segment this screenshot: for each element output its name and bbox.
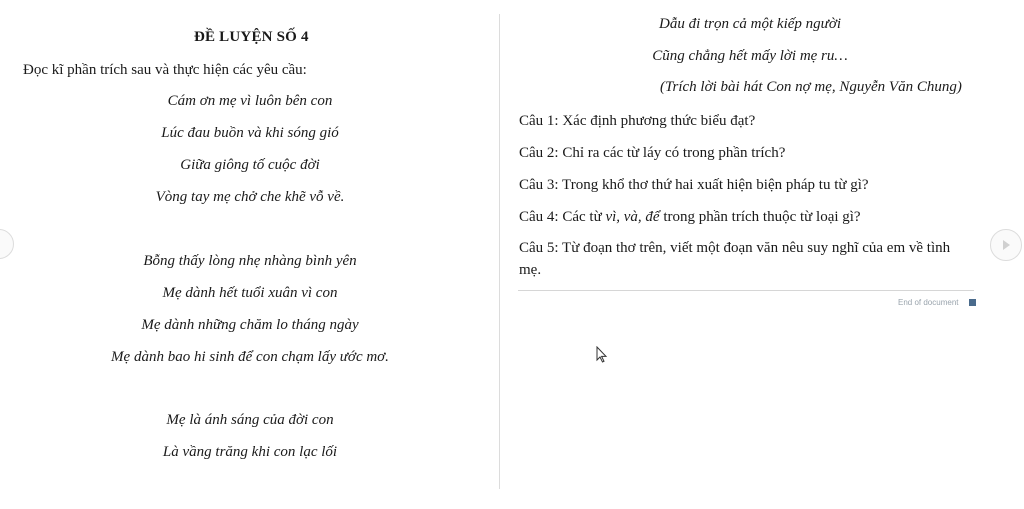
poem-line: Mẹ dành bao hi sinh để con chạm lấy ước mơ. (111, 349, 389, 365)
question-2: Câu 2: Chỉ ra các từ láy có trong phần trích? (519, 145, 786, 161)
next-page-button[interactable] (990, 229, 1022, 261)
end-of-document-marker (969, 299, 976, 306)
mouse-cursor-icon (596, 346, 608, 364)
question-4-start: Câu 4: Các từ (519, 209, 606, 225)
poem-line: Mẹ dành những chăm lo tháng ngày (141, 317, 359, 333)
poem-line: Cũng chẳng hết mấy lời mẹ ru… (652, 48, 848, 64)
question-1: Câu 1: Xác định phương thức biểu đạt? (519, 113, 756, 129)
poem-line: Mẹ dành hết tuổi xuân vì con (162, 285, 338, 301)
end-divider (518, 290, 974, 291)
question-5-continued: mẹ. (519, 262, 542, 278)
poem-line: Dẫu đi trọn cả một kiếp người (659, 16, 841, 32)
question-4-words: vì, và, để (605, 209, 660, 225)
document-title: ĐỀ LUYỆN SỐ 4 (194, 29, 309, 45)
instruction-text: Đọc kĩ phần trích sau và thực hiện các yêu cầu: (23, 62, 307, 78)
end-of-document-label: End of document (898, 298, 959, 307)
poem-line: Cám ơn mẹ vì luôn bên con (167, 93, 333, 109)
poem-line: Bỗng thấy lòng nhẹ nhàng bình yên (143, 253, 357, 269)
poem-line: Lúc đau buồn và khi sóng gió (161, 125, 339, 141)
poem-line: Mẹ là ánh sáng của đời con (166, 412, 334, 428)
play-icon (1000, 239, 1012, 251)
question-3: Câu 3: Trong khổ thơ thứ hai xuất hiện biện pháp tu từ gì? (519, 177, 869, 193)
question-4-end: trong phần trích thuộc từ loại gì? (659, 209, 861, 225)
poem-line: Giữa giông tố cuộc đời (180, 157, 320, 173)
poem-line: Là vầng trăng khi con lạc lối (162, 444, 338, 460)
poem-line: Vòng tay mẹ chở che khẽ vỗ về. (155, 189, 345, 205)
question-4 (519, 209, 861, 226)
question-5: Câu 5: Từ đoạn thơ trên, viết một đoạn văn nêu suy nghĩ của em về tình (519, 240, 951, 256)
citation: (Trích lời bài hát Con nợ mẹ, Nguyễn Văn Chung) (660, 79, 962, 95)
